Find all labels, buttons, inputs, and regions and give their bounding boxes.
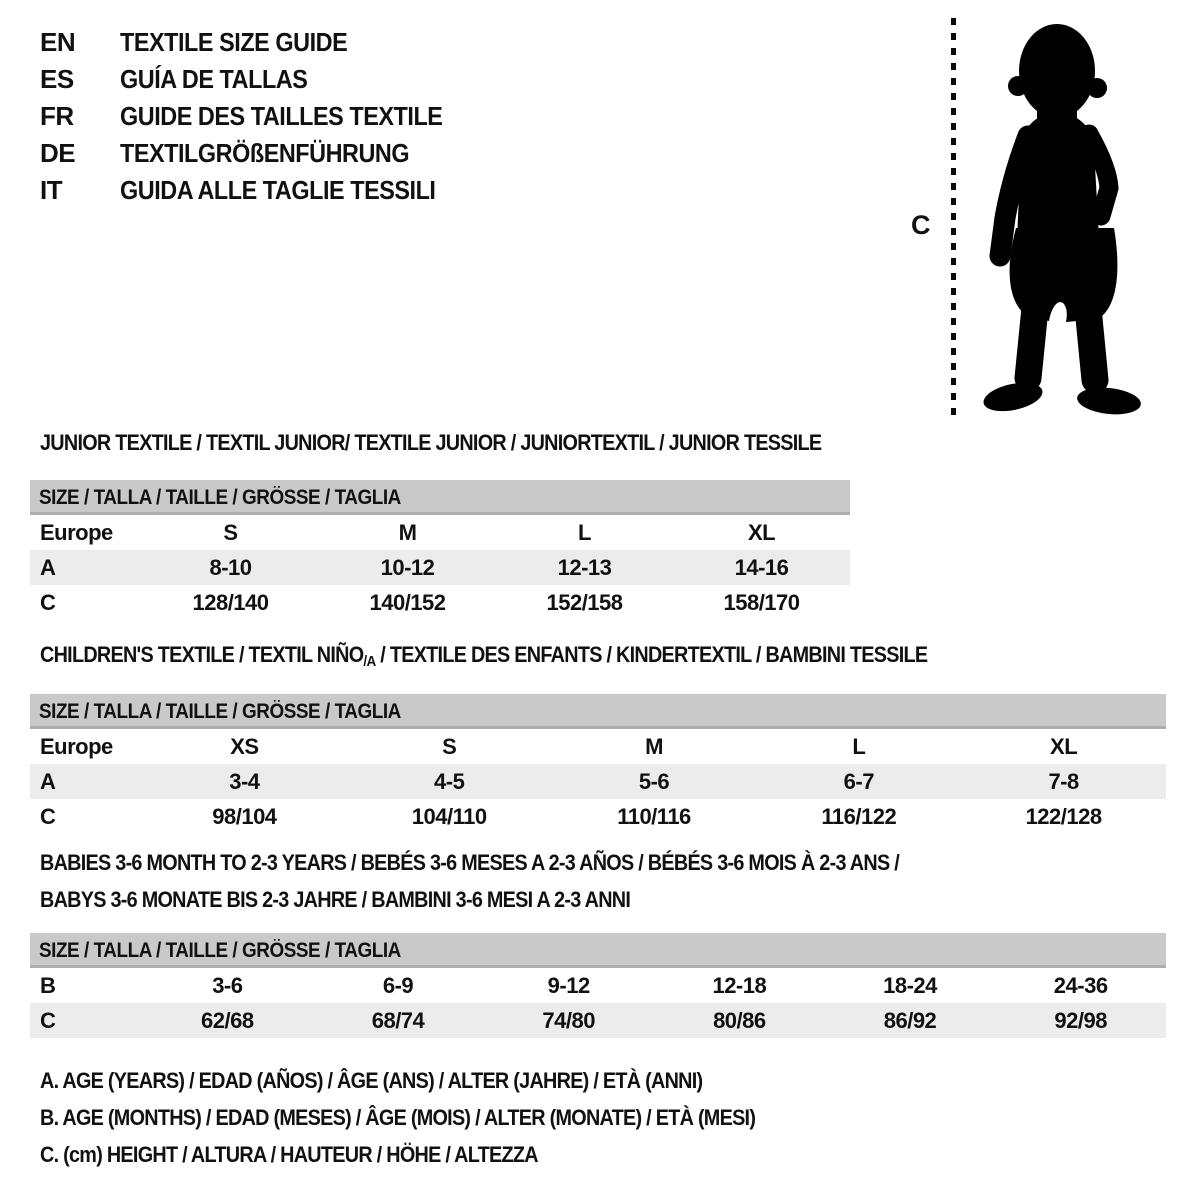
table-cell: 86/92	[883, 1008, 937, 1033]
footnotes	[40, 1062, 835, 1173]
table-cell: 140/152	[369, 590, 446, 615]
table-row-months	[30, 968, 1166, 1003]
language-title-block	[40, 24, 478, 209]
guide-title: GUIDE DES TAILLES TEXTILE	[120, 101, 443, 131]
table-cell: 62/68	[201, 1008, 254, 1033]
table-cell: 122/128	[1025, 804, 1102, 829]
row-label: C	[40, 590, 56, 615]
table-cell: 12-13	[557, 555, 612, 580]
size-column-header: S	[442, 734, 457, 759]
language-code: ES	[40, 64, 74, 94]
language-row-es	[40, 61, 478, 98]
table-cell: 4-5	[434, 769, 465, 794]
heading-subscript: /A	[363, 653, 376, 670]
table-cell: 8-10	[209, 555, 252, 580]
table-cell: 24-36	[1053, 973, 1108, 998]
babies-size-table	[30, 933, 1166, 1038]
table-cell: 6-7	[843, 769, 874, 794]
section-heading: JUNIOR TEXTILE / TEXTIL JUNIOR/ TEXTILE JUNIOR / JUNIORTEXTIL / JUNIOR TESSILE	[40, 430, 822, 455]
size-header-bar	[30, 480, 850, 515]
table-cell: 98/104	[212, 804, 277, 829]
table-row-age	[30, 764, 1166, 799]
row-label: Europe	[40, 734, 113, 759]
language-code: EN	[40, 27, 76, 57]
table-cell: 14-16	[734, 555, 789, 580]
row-label: C	[40, 1008, 56, 1033]
table-row-age	[30, 550, 850, 585]
table-cell: 152/158	[546, 590, 623, 615]
section-heading-line1: BABIES 3-6 MONTH TO 2-3 YEARS / BEBÉS 3-6 MESES A 2-3 AÑOS / BÉBÉS 3-6 MOIS À 2-3 ANS /	[40, 850, 900, 875]
baby-silhouette-icon	[967, 16, 1147, 421]
guide-title: TEXTILGRÖßENFÜHRUNG	[120, 138, 410, 168]
size-column-header: L	[578, 520, 591, 545]
height-measure-label: C	[911, 210, 931, 240]
table-cell: 12-18	[712, 973, 767, 998]
section-babies-textile	[30, 849, 1166, 1038]
section-heading	[40, 641, 1053, 675]
row-label: B	[40, 973, 56, 998]
table-row-sizes	[30, 729, 1166, 764]
table-cell: 10-12	[380, 555, 435, 580]
height-measure-figure	[905, 14, 1160, 426]
table-cell: 116/122	[821, 804, 897, 829]
table-cell: 68/74	[371, 1008, 425, 1033]
size-column-header: M	[645, 734, 663, 759]
table-cell: 128/140	[192, 590, 269, 615]
language-code: IT	[40, 175, 63, 205]
language-row-it	[40, 172, 478, 209]
children-size-table	[30, 694, 1166, 834]
height-dashed-line	[951, 18, 956, 418]
heading-prefix: CHILDREN'S TEXTILE / TEXTIL NIÑO	[40, 642, 364, 667]
row-label: C	[40, 804, 56, 829]
size-header-text: SIZE / TALLA / TAILLE / GRÖSSE / TAGLIA	[39, 700, 401, 723]
table-cell: 7-8	[1048, 769, 1079, 794]
table-cell: 5-6	[638, 769, 670, 794]
section-children-textile	[30, 641, 1166, 834]
table-row-height	[30, 799, 1166, 834]
guide-title: GUIDA ALLE TAGLIE TESSILI	[120, 175, 436, 205]
table-row-height	[30, 585, 850, 620]
row-label: A	[40, 769, 56, 794]
size-column-header: M	[398, 520, 417, 545]
language-row-en	[40, 24, 478, 61]
heading-suffix: / TEXTILE DES ENFANTS / KINDERTEXTIL / BAMBINI TESSILE	[375, 642, 928, 667]
table-cell: 110/116	[617, 804, 691, 829]
size-column-header: XL	[747, 520, 776, 545]
table-row-height	[30, 1003, 1166, 1038]
size-header-bar	[30, 694, 1166, 729]
footnote-age-years: A. AGE (YEARS) / EDAD (AÑOS) / ÂGE (ANS) / ALTER (JAHRE) / ETÀ (ANNI)	[40, 1068, 703, 1093]
size-column-header: L	[852, 734, 866, 759]
table-cell: 3-4	[229, 769, 260, 794]
section-junior-textile	[30, 429, 850, 620]
table-cell: 6-9	[382, 973, 414, 998]
row-label: Europe	[40, 520, 113, 545]
guide-title: GUÍA DE TALLAS	[120, 64, 308, 94]
table-cell: 9-12	[547, 973, 590, 998]
language-row-fr	[40, 98, 478, 135]
table-cell: 158/170	[723, 590, 800, 615]
table-cell: 104/110	[411, 804, 487, 829]
junior-size-table	[30, 480, 850, 620]
size-header-text: SIZE / TALLA / TAILLE / GRÖSSE / TAGLIA	[39, 486, 401, 509]
size-header-bar	[30, 933, 1166, 968]
language-row-de	[40, 135, 478, 172]
table-cell: 80/86	[713, 1008, 766, 1033]
footnote-height-cm: C. (cm) HEIGHT / ALTURA / HAUTEUR / HÖHE / ALTEZZA	[40, 1142, 538, 1167]
table-cell: 92/98	[1054, 1008, 1107, 1033]
table-cell: 74/80	[542, 1008, 595, 1033]
size-column-header: XL	[1050, 734, 1078, 759]
size-header-text: SIZE / TALLA / TAILLE / GRÖSSE / TAGLIA	[39, 939, 401, 962]
footnote-age-months: B. AGE (MONTHS) / EDAD (MESES) / ÂGE (MOIS) / ALTER (MONATE) / ETÀ (MESI)	[40, 1105, 756, 1130]
guide-title: TEXTILE SIZE GUIDE	[120, 27, 348, 57]
table-cell: 18-24	[883, 973, 937, 998]
row-label: A	[40, 555, 56, 580]
language-code: DE	[40, 138, 76, 168]
size-column-header: S	[223, 520, 238, 545]
language-code: FR	[40, 101, 74, 131]
table-row-sizes	[30, 515, 850, 550]
section-heading-line2: BABYS 3-6 MONATE BIS 2-3 JAHRE / BAMBINI 3-6 MESI A 2-3 ANNI	[40, 887, 631, 912]
table-cell: 3-6	[212, 973, 243, 998]
size-column-header: XS	[230, 734, 259, 759]
